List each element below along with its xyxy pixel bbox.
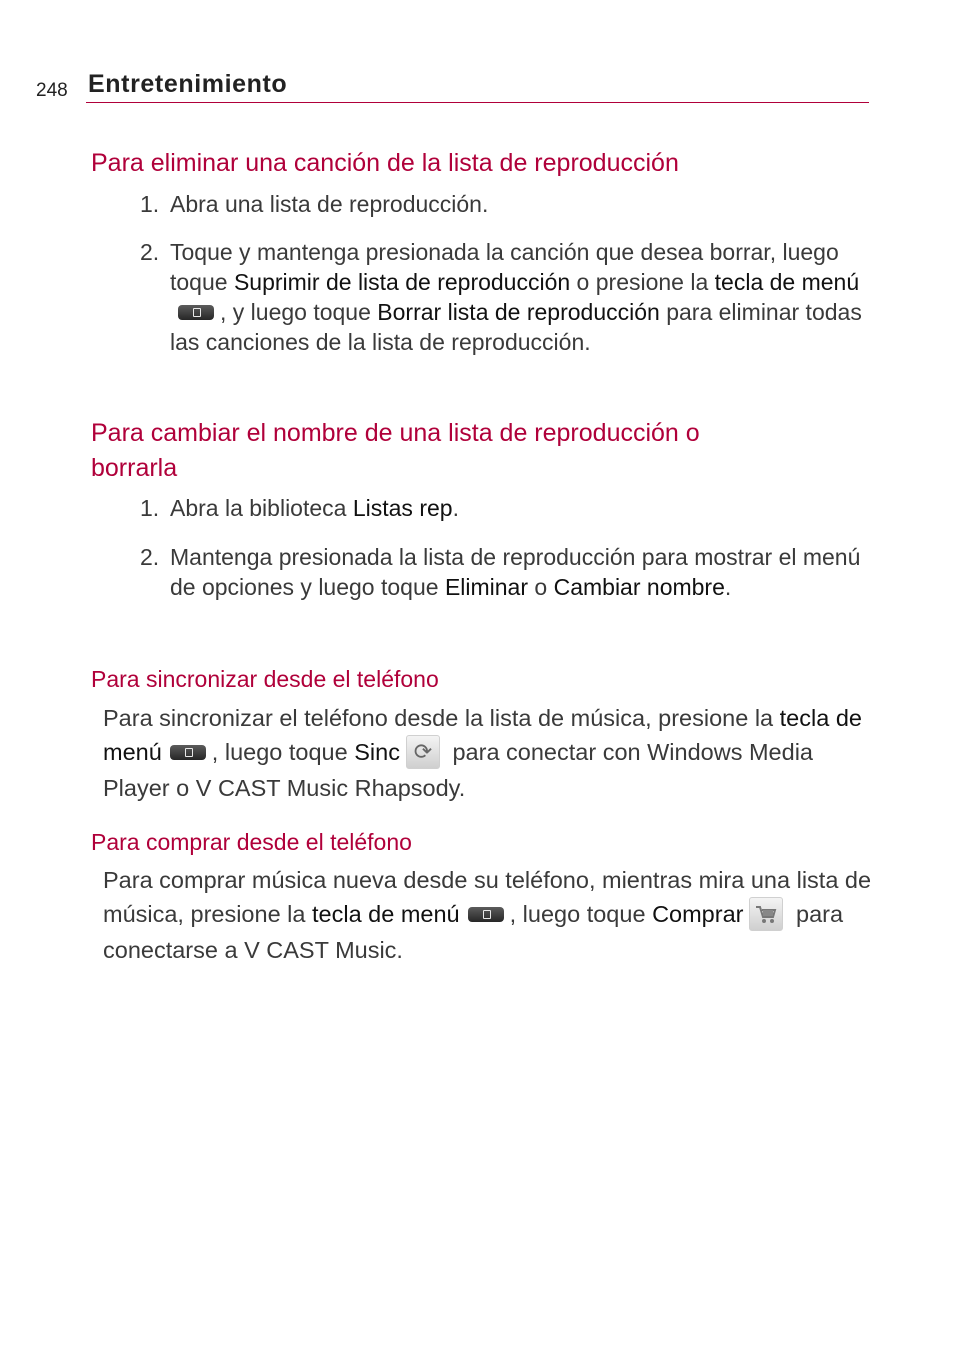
- step-item: [140, 493, 870, 523]
- ui-term: Comprar: [652, 900, 744, 927]
- menu-key-icon: [468, 907, 504, 922]
- step-number: 2.: [140, 239, 160, 265]
- ui-term: Borrar lista de reproducción: [377, 299, 660, 325]
- step-item: [140, 189, 870, 219]
- menu-key-icon: [178, 305, 214, 320]
- step-text: Abra la biblioteca Listas rep.: [170, 495, 459, 521]
- page-number: 248: [36, 80, 68, 101]
- step-text: Mantenga presionada la lista de reproducción para mostrar el menú de opciones y luego toque Eliminar o Cambiar nombre.: [170, 544, 861, 600]
- ui-term: tecla de menú: [312, 900, 460, 927]
- section-heading-delete-song: Para eliminar una canción de la lista de reproducción: [91, 149, 679, 177]
- step-number: 2.: [140, 544, 160, 570]
- step-number: 1.: [140, 495, 160, 521]
- step-text: Toque y mantenga presionada la canción que desea borrar, luego toque Suprimir de lista de reproducción o presione la tecla de menú, y luego toque Borrar lista de reproducción para eliminar todas las canciones de la lista de reproducción.: [170, 239, 862, 355]
- ui-term: Suprimir de lista de reproducción: [233, 269, 571, 295]
- shopping-cart-icon: [749, 897, 783, 931]
- ui-term: Eliminar: [444, 574, 529, 600]
- section-heading-sync: Para sincronizar desde el teléfono: [91, 666, 439, 692]
- ui-term: tecla de menú: [714, 269, 860, 295]
- ui-term: tecla de menú: [103, 705, 862, 765]
- step-item: [140, 237, 870, 357]
- ui-term: Listas rep: [352, 495, 453, 521]
- step-text: Abra una lista de reproducción.: [170, 191, 489, 217]
- sync-paragraph: Para sincronizar el teléfono desde la lista de música, presione la tecla de menú , luego toque Sinc ⟳ para conectar con Windows Media Player o V CAST Music Rhapsody.: [103, 705, 862, 801]
- ui-term: Sinc: [354, 738, 400, 765]
- sync-icon: ⟳: [406, 735, 440, 769]
- step-number: 1.: [140, 191, 160, 217]
- chapter-title: Entretenimiento: [88, 70, 288, 98]
- section-heading-rename-playlist: Para cambiar el nombre de una lista de reproducción o borrarla: [91, 419, 700, 482]
- buy-paragraph: Para comprar música nueva desde su teléfono, mientras mira una lista de música, presione la tecla de menú , luego toque Comprar para conectarse a V CAST Music.: [103, 867, 872, 963]
- ui-term: Cambiar nombre: [553, 574, 725, 600]
- step-item: [140, 542, 870, 602]
- menu-key-icon: [170, 745, 206, 760]
- section-heading-buy: Para comprar desde el teléfono: [91, 829, 412, 855]
- header-divider: [86, 102, 869, 103]
